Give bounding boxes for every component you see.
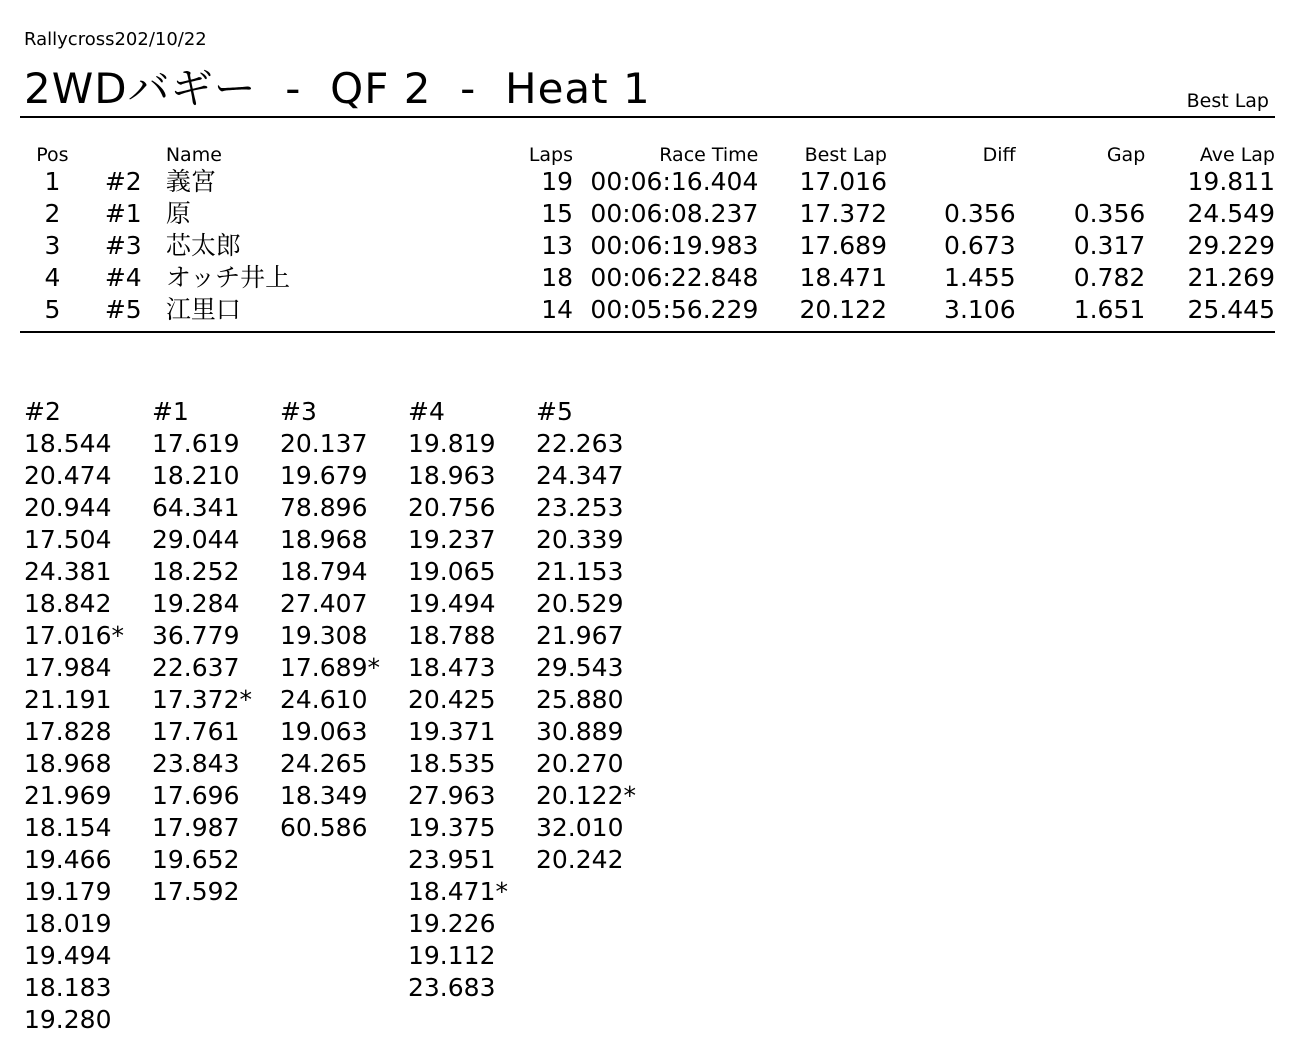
lap-time: 20.137	[280, 429, 368, 458]
cell-diff	[887, 166, 1016, 198]
cell-race-time: 00:06:19.983	[590, 231, 759, 260]
results-divider	[20, 331, 1275, 333]
cell-gap: 1.651	[1073, 295, 1146, 324]
lap-time: 22.263	[536, 429, 624, 458]
cell-ave-lap: 21.269	[1187, 263, 1275, 292]
table-row	[20, 262, 1275, 294]
cell-race-time: 00:06:08.237	[590, 199, 759, 228]
table-row	[20, 230, 1275, 262]
lap-time: 19.494	[24, 941, 112, 970]
lap-time: 18.252	[152, 557, 240, 586]
cell-name: 義宮	[165, 167, 216, 196]
col-ave-lap: Ave Lap	[1199, 144, 1275, 166]
cell-best-lap: 20.122	[799, 295, 887, 324]
lap-time: 18.154	[24, 813, 112, 842]
lap-time: 20.756	[408, 493, 496, 522]
cell-gap: 0.782	[1073, 263, 1146, 292]
cell-laps: 14	[541, 295, 574, 324]
lap-time: 64.341	[152, 493, 240, 522]
cell-laps: 18	[541, 263, 574, 292]
lap-time: 30.889	[536, 717, 624, 746]
lap-column-header: #3	[280, 397, 317, 426]
lap-column	[280, 396, 408, 844]
lap-time: 17.592	[152, 877, 240, 906]
col-race-time: Race Time	[659, 144, 759, 166]
lap-time: 23.253	[536, 493, 624, 522]
table-row	[20, 166, 1275, 198]
cell-best-lap: 17.372	[799, 199, 887, 228]
lap-time: 18.019	[24, 909, 112, 938]
results-header-row	[20, 140, 1275, 166]
col-diff: Diff	[982, 144, 1016, 166]
cell-pos: 5	[44, 295, 61, 324]
lap-time: 19.819	[408, 429, 496, 458]
cell-name: 江里口	[165, 295, 241, 324]
col-pos: Pos	[36, 144, 69, 166]
lap-time: 18.471*	[408, 877, 508, 906]
lap-time: 24.610	[280, 685, 368, 714]
lap-time: 20.529	[536, 589, 624, 618]
lap-time: 19.112	[408, 941, 496, 970]
lap-time: 17.372*	[152, 685, 252, 714]
cell-diff: 3.106	[944, 295, 1016, 324]
cell-race-time: 00:06:16.404	[590, 167, 759, 196]
lap-time: 17.504	[24, 525, 112, 554]
cell-number: #4	[104, 263, 142, 292]
cell-pos: 3	[44, 231, 61, 260]
lap-time: 22.637	[152, 653, 240, 682]
cell-pos: 2	[44, 199, 61, 228]
lap-time: 24.381	[24, 557, 112, 586]
cell-ave-lap: 19.811	[1187, 167, 1275, 196]
lap-time: 19.280	[24, 1005, 112, 1034]
cell-best-lap: 18.471	[799, 263, 887, 292]
lap-column-header: #1	[152, 397, 189, 426]
cell-number: #2	[104, 167, 142, 196]
lap-time: 21.153	[536, 557, 624, 586]
lap-time: 24.347	[536, 461, 624, 490]
lap-time: 18.788	[408, 621, 496, 650]
cell-name: 芯太郎	[165, 231, 241, 260]
cell-gap: 0.356	[1073, 199, 1146, 228]
lap-time: 17.689*	[280, 653, 380, 682]
lap-time: 19.652	[152, 845, 240, 874]
cell-gap: 0.317	[1073, 231, 1146, 260]
lap-time: 19.284	[152, 589, 240, 618]
lap-time: 24.265	[280, 749, 368, 778]
lap-time: 21.967	[536, 621, 624, 650]
cell-best-lap: 17.016	[799, 167, 887, 196]
lap-time: 17.696	[152, 781, 240, 810]
lap-time: 20.474	[24, 461, 112, 490]
col-number	[85, 140, 166, 166]
lap-time: 20.242	[536, 845, 624, 874]
header-divider	[20, 116, 1275, 118]
lap-column	[24, 396, 152, 1036]
lap-time: 17.016*	[24, 621, 124, 650]
cell-name: 原	[165, 199, 191, 228]
lap-time: 19.226	[408, 909, 496, 938]
lap-time: 17.761	[152, 717, 240, 746]
lap-time: 19.375	[408, 813, 496, 842]
lap-time: 17.828	[24, 717, 112, 746]
lap-time: 18.968	[24, 749, 112, 778]
lap-time: 19.679	[280, 461, 368, 490]
cell-number: #1	[104, 199, 142, 228]
lap-time: 17.984	[24, 653, 112, 682]
lap-time: 20.944	[24, 493, 112, 522]
lap-column	[536, 396, 664, 876]
lap-time: 18.842	[24, 589, 112, 618]
sort-mode-label: Best Lap	[1186, 90, 1269, 112]
lap-time: 17.987	[152, 813, 240, 842]
lap-column-header: #2	[24, 397, 61, 426]
lap-time: 20.122*	[536, 781, 636, 810]
lap-time: 18.535	[408, 749, 496, 778]
lap-time: 60.586	[280, 813, 368, 842]
lap-time: 27.407	[280, 589, 368, 618]
lap-time: 20.270	[536, 749, 624, 778]
lap-time: 25.880	[536, 685, 624, 714]
lap-column-header: #5	[536, 397, 573, 426]
cell-name: オッチ井上	[165, 263, 291, 292]
lap-time: 18.183	[24, 973, 112, 1002]
cell-laps: 15	[541, 199, 574, 228]
lap-time: 19.466	[24, 845, 112, 874]
cell-diff: 1.455	[944, 263, 1016, 292]
lap-time: 19.308	[280, 621, 368, 650]
lap-time: 36.779	[152, 621, 240, 650]
cell-number: #3	[104, 231, 142, 260]
lap-time: 23.843	[152, 749, 240, 778]
cell-pos: 4	[44, 263, 61, 292]
lap-time: 19.065	[408, 557, 496, 586]
cell-laps: 13	[541, 231, 574, 260]
col-best-lap: Best Lap	[804, 144, 887, 166]
lap-time: 19.179	[24, 877, 112, 906]
lap-column	[152, 396, 280, 908]
cell-race-time: 00:05:56.229	[590, 295, 759, 324]
lap-time: 18.210	[152, 461, 240, 490]
lap-time: 27.963	[408, 781, 496, 810]
cell-pos: 1	[44, 167, 61, 196]
cell-laps: 19	[541, 167, 574, 196]
lap-time: 18.963	[408, 461, 496, 490]
lap-column-header: #4	[408, 397, 445, 426]
cell-ave-lap: 24.549	[1187, 199, 1275, 228]
lap-time: 20.425	[408, 685, 496, 714]
results-table	[20, 140, 1275, 326]
lap-time: 18.349	[280, 781, 368, 810]
lap-time: 23.683	[408, 973, 496, 1002]
lap-time: 29.044	[152, 525, 240, 554]
lap-time: 18.794	[280, 557, 368, 586]
lap-time: 32.010	[536, 813, 624, 842]
lap-time: 21.969	[24, 781, 112, 810]
lap-time: 18.544	[24, 429, 112, 458]
event-subtitle: Rallycross202/10/22	[24, 29, 207, 50]
lap-time: 20.339	[536, 525, 624, 554]
cell-best-lap: 17.689	[799, 231, 887, 260]
lap-time: 18.968	[280, 525, 368, 554]
lap-time: 19.494	[408, 589, 496, 618]
cell-ave-lap: 25.445	[1187, 295, 1275, 324]
col-laps: Laps	[528, 144, 574, 166]
table-row	[20, 198, 1275, 230]
lap-time: 78.896	[280, 493, 368, 522]
lap-time: 21.191	[24, 685, 112, 714]
cell-gap	[1016, 166, 1146, 198]
col-gap: Gap	[1106, 144, 1146, 166]
cell-diff: 0.356	[944, 199, 1016, 228]
lap-time: 23.951	[408, 845, 496, 874]
lap-column	[408, 396, 536, 1004]
lap-time: 19.063	[280, 717, 368, 746]
cell-diff: 0.673	[944, 231, 1016, 260]
lap-time: 29.543	[536, 653, 624, 682]
race-title: 2WDバギー - QF 2 - Heat 1	[24, 64, 651, 113]
lap-time: 17.619	[152, 429, 240, 458]
cell-race-time: 00:06:22.848	[590, 263, 759, 292]
lap-time: 19.371	[408, 717, 496, 746]
cell-number: #5	[104, 295, 142, 324]
col-name: Name	[165, 144, 222, 166]
table-row	[20, 294, 1275, 326]
lap-time: 19.237	[408, 525, 496, 554]
lap-time: 18.473	[408, 653, 496, 682]
cell-ave-lap: 29.229	[1187, 231, 1275, 260]
